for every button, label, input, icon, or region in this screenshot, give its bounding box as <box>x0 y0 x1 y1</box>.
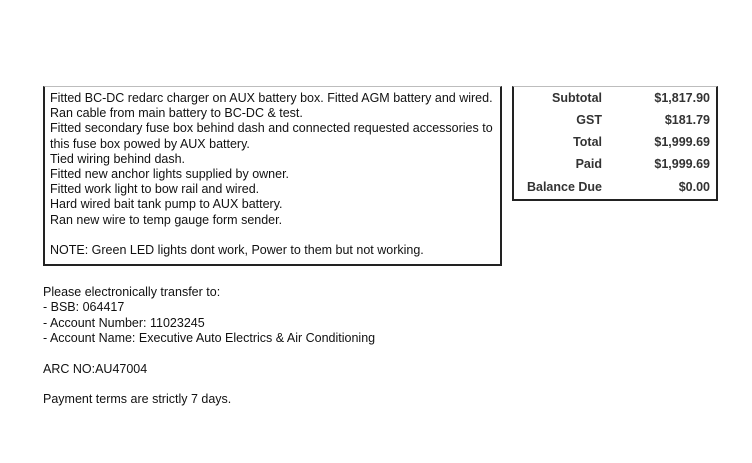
work-note-line: Tied wiring behind dash. <box>50 151 186 166</box>
work-note-line: this fuse box powed by AUX battery. <box>50 136 250 151</box>
payment-terms: Payment terms are strictly 7 days. <box>43 392 232 407</box>
balance-due-row <box>514 180 716 198</box>
work-note-line: Ran cable from main battery to BC-DC & test. <box>50 106 303 121</box>
subtotal-row <box>514 91 716 109</box>
work-note-line: Fitted work light to bow rail and wired. <box>50 182 260 197</box>
gst-value: $181.79 <box>664 113 710 127</box>
work-note-line: Fitted BC-DC redarc charger on AUX battery box. Fitted AGM battery and wired. <box>50 91 493 105</box>
total-label: Total <box>573 135 602 149</box>
payment-intro: Please electronically transfer to: <box>43 285 221 299</box>
totals-box <box>512 86 718 201</box>
subtotal-value: $1,817.90 <box>654 91 710 105</box>
work-note-line: Fitted secondary fuse box behind dash and connected requested accessories to <box>50 121 493 136</box>
work-note-line: Ran new wire to temp gauge form sender. <box>50 212 283 227</box>
account-name-line: - Account Name: Executive Auto Electrics & Air Conditioning <box>43 330 376 345</box>
balance-due-label: Balance Due <box>526 180 602 194</box>
work-note-line: Fitted new anchor lights supplied by owner. <box>50 167 290 182</box>
total-row <box>514 135 716 153</box>
paid-row <box>514 157 716 175</box>
paid-value: $1,999.69 <box>654 157 710 171</box>
payment-instructions <box>43 285 375 408</box>
subtotal-label: Subtotal <box>552 91 602 105</box>
work-note-warning: NOTE: Green LED lights dont work, Power to them but not working. <box>50 242 424 257</box>
arc-number: ARC NO:AU47004 <box>43 361 148 376</box>
gst-row <box>514 113 716 131</box>
paid-label: Paid <box>575 157 602 171</box>
bsb-line: - BSB: 064417 <box>43 300 125 315</box>
balance-due-value: $0.00 <box>678 180 710 194</box>
work-notes-box <box>43 86 502 266</box>
total-value: $1,999.69 <box>654 135 710 149</box>
work-note-line: Hard wired bait tank pump to AUX battery. <box>50 197 283 212</box>
gst-label: GST <box>576 113 602 127</box>
account-number-line: - Account Number: 11023245 <box>43 315 205 330</box>
work-notes-text <box>50 91 496 258</box>
